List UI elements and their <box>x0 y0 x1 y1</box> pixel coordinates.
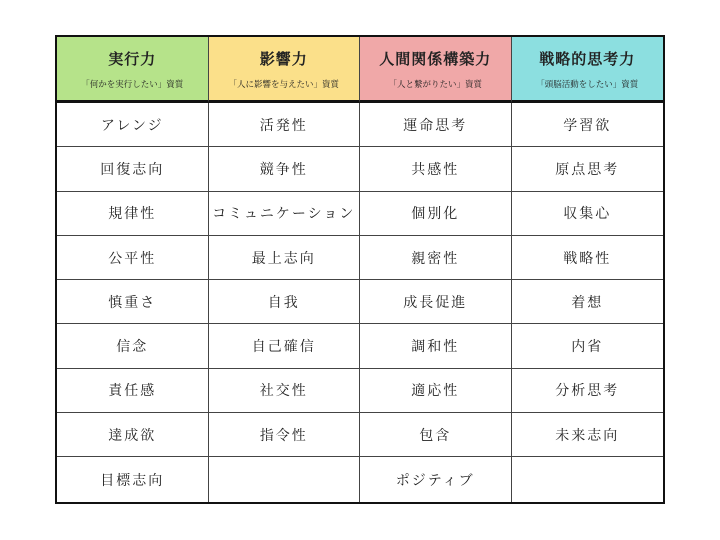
table-cell: 責任感 <box>57 369 209 413</box>
table-cell: 自己確信 <box>209 324 361 368</box>
table-cell: 社交性 <box>209 369 361 413</box>
column-title: 実行力 <box>108 49 157 68</box>
table-cell <box>512 457 664 501</box>
table-cell: 内省 <box>512 324 664 368</box>
column-header <box>209 37 361 103</box>
table-cell: コミュニケーション <box>209 192 361 236</box>
table-cell: 分析思考 <box>512 369 664 413</box>
column-title: 戦略的思考力 <box>539 49 636 68</box>
table-cell: 目標志向 <box>57 457 209 501</box>
table-cell: 規律性 <box>57 192 209 236</box>
table-cell: 公平性 <box>57 236 209 280</box>
table-cell: 適応性 <box>360 369 512 413</box>
column-subtitle: 「何かを実行したい」資質 <box>81 79 184 90</box>
table-cell: 共感性 <box>360 147 512 191</box>
table-cell: 成長促進 <box>360 280 512 324</box>
table-cell: 回復志向 <box>57 147 209 191</box>
table-cell: 信念 <box>57 324 209 368</box>
column-subtitle: 「人と繋がりたい」資質 <box>388 79 482 90</box>
table-cell: 自我 <box>209 280 361 324</box>
column-header <box>57 37 209 103</box>
column-title: 人間関係構築力 <box>379 49 492 68</box>
column-header <box>512 37 664 103</box>
table-cell: 収集心 <box>512 192 664 236</box>
table-cell: 学習欲 <box>512 103 664 147</box>
table-cell: 慎重さ <box>57 280 209 324</box>
table-cell: 原点思考 <box>512 147 664 191</box>
table-cell: 包含 <box>360 413 512 457</box>
table-cell: 未来志向 <box>512 413 664 457</box>
table-cell: 運命思考 <box>360 103 512 147</box>
table-cell: 親密性 <box>360 236 512 280</box>
column-title: 影響力 <box>259 49 308 68</box>
column-subtitle: 「人に影響を与えたい」資質 <box>228 79 339 90</box>
column-subtitle: 「頭脳活動をしたい」資質 <box>536 79 639 90</box>
table-cell: 指令性 <box>209 413 361 457</box>
table-cell: アレンジ <box>57 103 209 147</box>
strengths-table <box>55 35 665 504</box>
table-cell: 調和性 <box>360 324 512 368</box>
table-cell: 戦略性 <box>512 236 664 280</box>
column-header <box>360 37 512 103</box>
table-cell <box>209 457 361 501</box>
table-cell: 最上志向 <box>209 236 361 280</box>
table-cell: ポジティブ <box>360 457 512 501</box>
table-cell: 達成欲 <box>57 413 209 457</box>
table-cell: 活発性 <box>209 103 361 147</box>
table-cell: 着想 <box>512 280 664 324</box>
table-cell: 個別化 <box>360 192 512 236</box>
table-cell: 競争性 <box>209 147 361 191</box>
